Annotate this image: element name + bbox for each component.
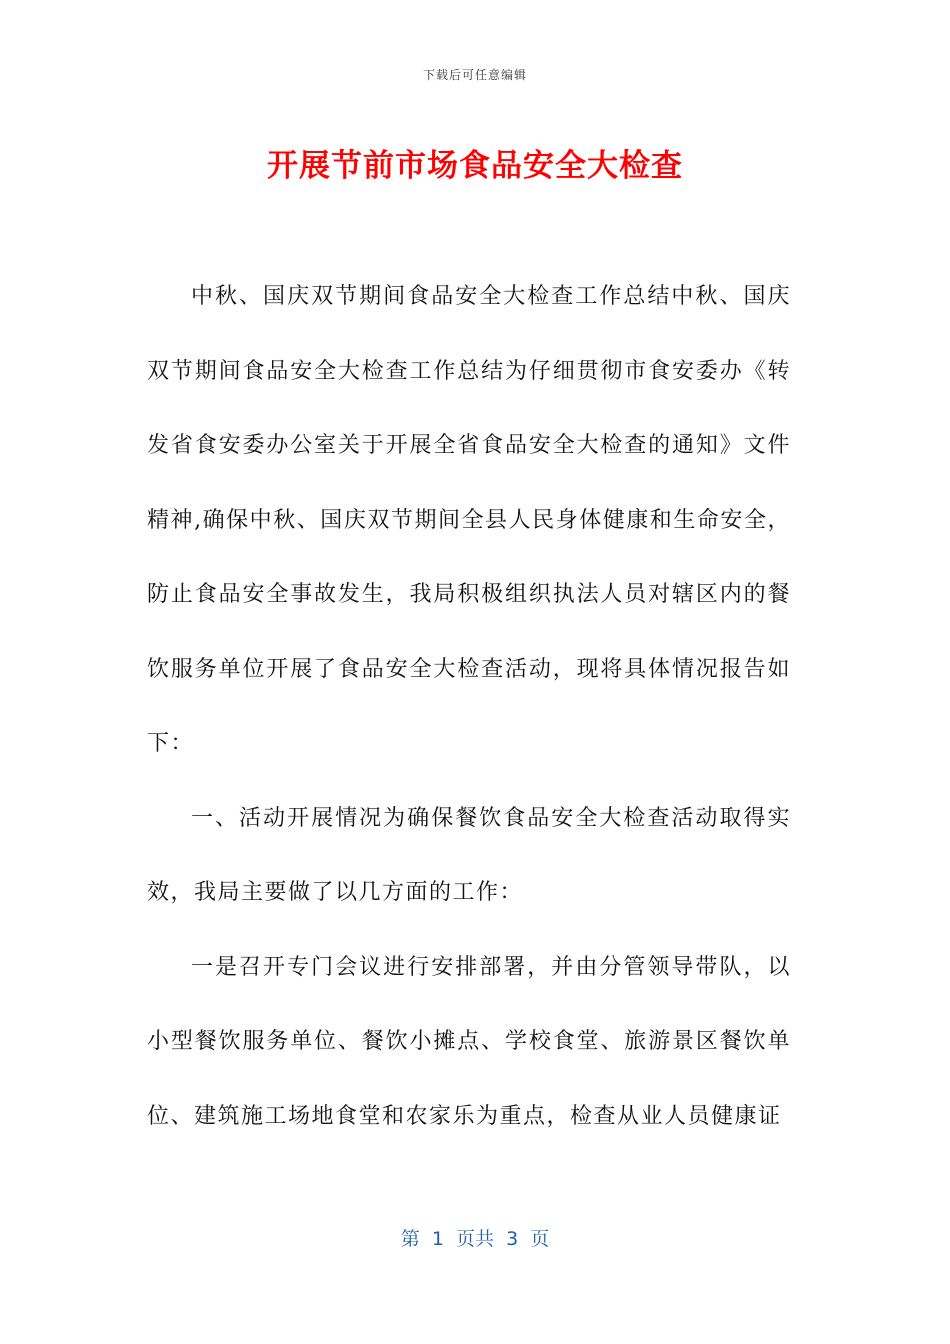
document-title: 开展节前市场食品安全大检查 — [267, 148, 683, 184]
page-number-footer: 第 1 页共 3 页 — [400, 1228, 550, 1250]
paragraph: 一、活动开展情况为确保餐饮食品安全大检查活动取得实效，我局主要做了以几方面的工作： — [147, 805, 791, 905]
paragraph: 中秋、国庆双节期间食品安全大检查工作总结中秋、国庆双节期间食品安全大检查工作总结为仔细贯彻市食安委办《转发省食安委办公室关于开展全省食品安全大检查的通知》文件精神,确保中秋、国庆双节期间全县人民身体健康和生命安全，防止食品安全事故发生，我局积极组织执法人员对辖区内的餐饮服务单位开展了食品安全大检查活动，现将具体情况报告如下： — [147, 284, 791, 756]
paragraph: 一是召开专门会议进行安排部署，并由分管领导带队，以小型餐饮服务单位、餐饮小摊点、学校食堂、旅游景区餐饮单位、建筑施工场地食堂和农家乐为重点，检查从业人员健康证 — [147, 954, 791, 1129]
document-body — [147, 260, 791, 1154]
header-note: 下载后可任意编辑 — [422, 68, 527, 82]
